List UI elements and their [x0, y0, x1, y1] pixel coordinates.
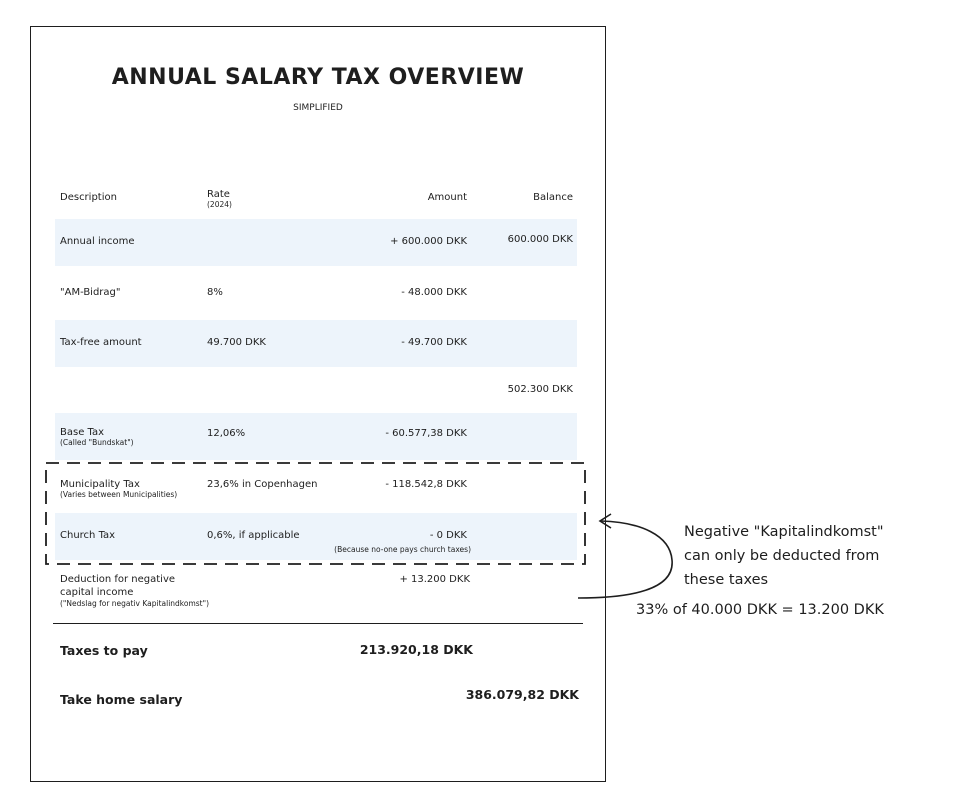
row-rate: 12,06% [207, 428, 246, 439]
row-rate: 8% [207, 287, 223, 298]
row-balance: 600.000 DKK [507, 234, 573, 245]
header-amount: Amount [427, 192, 467, 203]
header-rate-year: (2024) [207, 200, 232, 209]
row-amount: - 49.700 DKK [401, 337, 467, 348]
annotation-calculation: 33% of 40.000 DKK = 13.200 DKK [636, 602, 884, 618]
row-description-sub: ("Nedslag for negativ Kapitalindkomst") [60, 599, 210, 608]
row-amount: - 60.577,38 DKK [385, 428, 467, 439]
header-description: Description [60, 192, 117, 203]
row-description: Annual income [60, 236, 135, 247]
row-rate: 49.700 DKK [207, 337, 266, 348]
row-description: Church Tax [60, 530, 116, 541]
taxes-to-pay-label: Taxes to pay [60, 643, 148, 658]
row-amount: + 13.200 DKK [399, 574, 470, 585]
header-balance: Balance [533, 192, 573, 203]
header-rate-label: Rate [207, 189, 230, 200]
take-home-value: 386.079,82 DKK [465, 687, 579, 702]
annotation-line-2: can only be deducted from [684, 548, 880, 564]
row-balance: 502.300 DKK [507, 384, 573, 395]
row-amount: - 118.542,8 DKK [385, 479, 467, 490]
row-description: "AM-Bidrag" [60, 287, 121, 298]
annotation-text [684, 520, 884, 592]
row-description-sub: (Varies between Municipalities) [60, 490, 178, 499]
row-amount: - 48.000 DKK [401, 287, 467, 298]
page-title: ANNUAL SALARY TAX OVERVIEW [111, 65, 525, 90]
row-description-line2: capital income [60, 587, 134, 598]
taxes-to-pay-value: 213.920,18 DKK [359, 642, 473, 657]
annotation-line-1: Negative "Kapitalindkomst" [684, 524, 884, 540]
church-tax-note: (Because no-one pays church taxes) [334, 545, 471, 554]
row-amount: + 600.000 DKK [390, 236, 467, 247]
row-description-line1: Deduction for negative [60, 574, 176, 585]
row-description: Tax-free amount [60, 337, 142, 348]
annotation-arrow-curve [578, 521, 672, 598]
row-description-sub: (Called "Bundskat") [60, 438, 134, 447]
annotation-line-3: these taxes [684, 572, 769, 588]
row-rate: 23,6% in Copenhagen [207, 479, 318, 490]
row-amount: - 0 DKK [429, 530, 467, 541]
row-rate: 0,6%, if applicable [207, 530, 300, 541]
dashed-highlight-box [46, 463, 585, 564]
take-home-label: Take home salary [60, 692, 183, 707]
row-description-main: Base Tax [60, 427, 105, 438]
page-subtitle: SIMPLIFIED [293, 103, 343, 113]
row-description-main: Municipality Tax [60, 479, 140, 490]
